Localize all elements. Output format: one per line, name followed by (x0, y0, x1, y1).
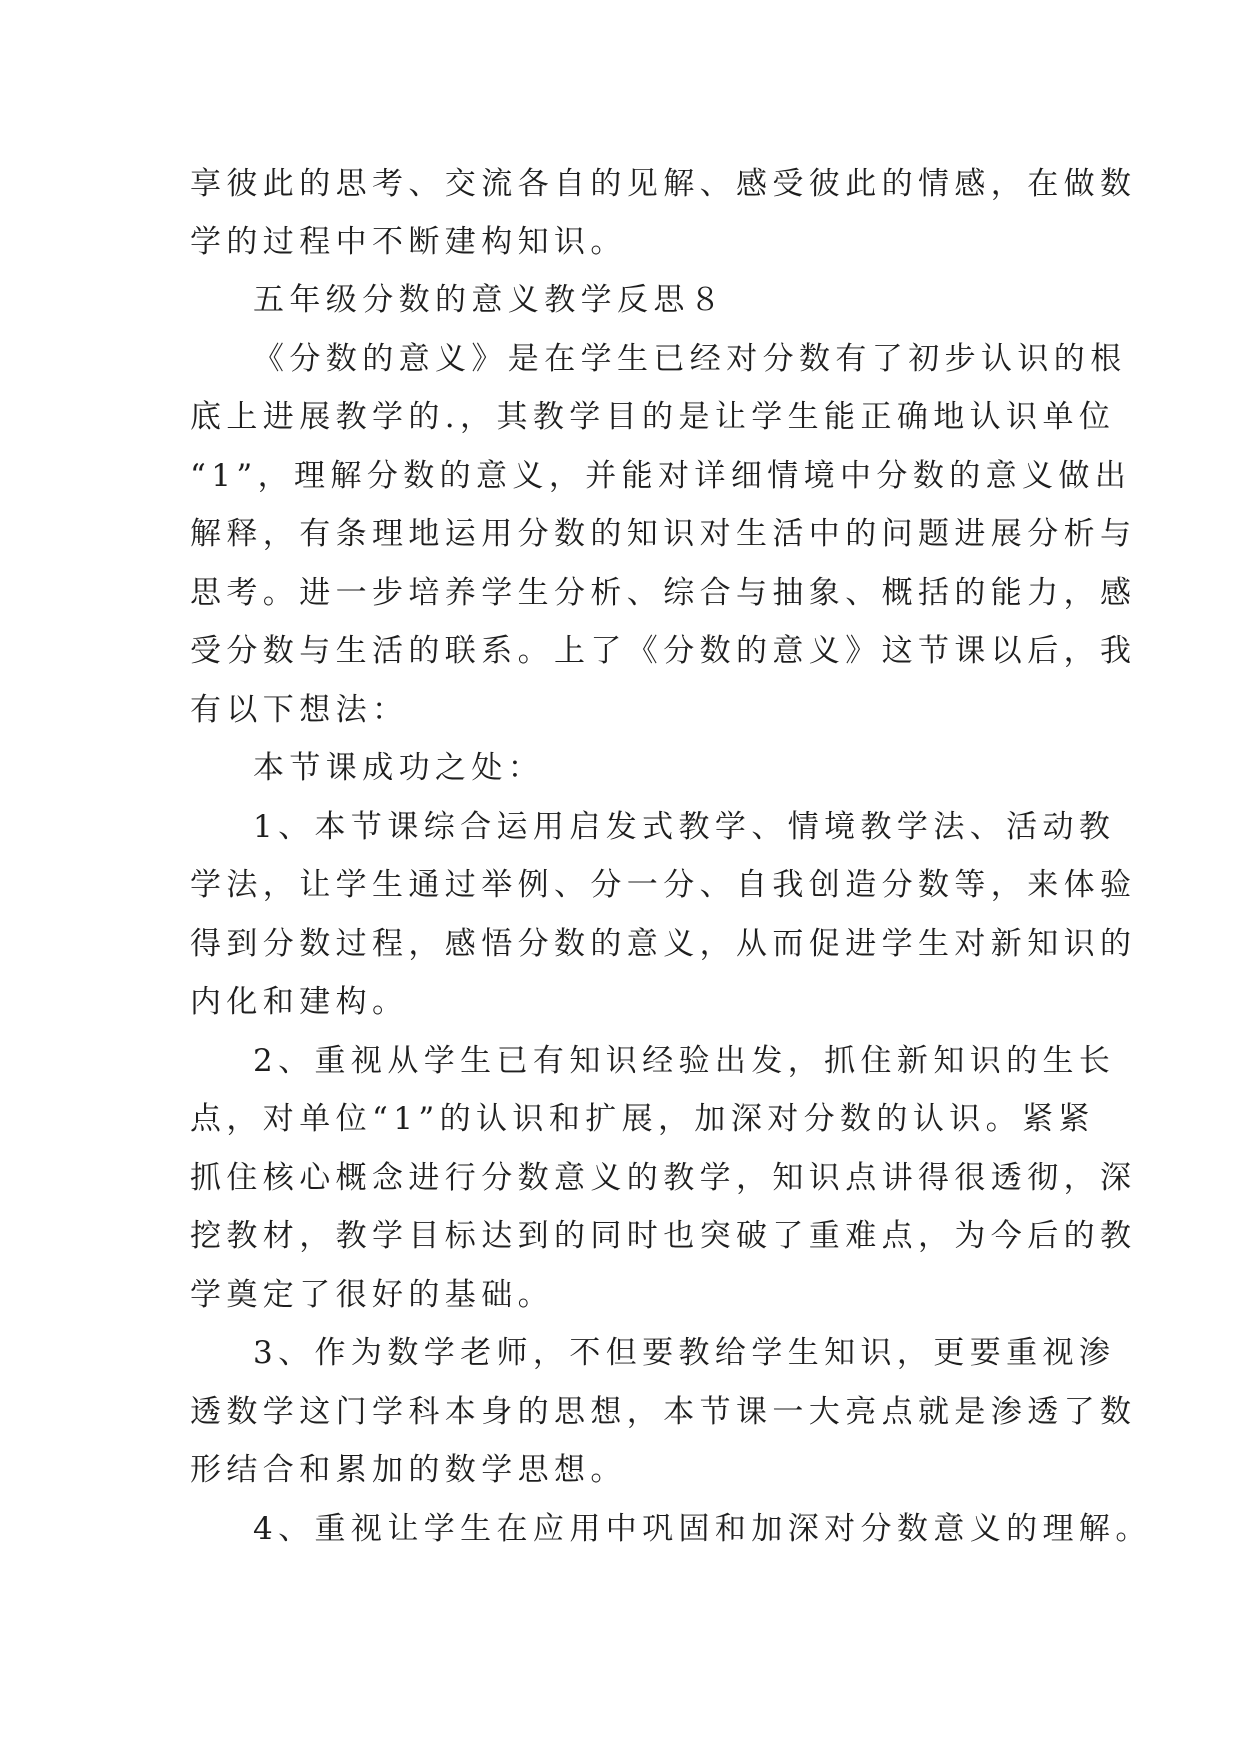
paragraph-line: 挖教材，教学目标达到的同时也突破了重难点，为今后的教 (190, 1218, 1137, 1254)
paragraph-line: 有以下想法： (190, 692, 409, 728)
paragraph-line: 受分数与生活的联系。上了《分数的意义》这节课以后，我 (190, 633, 1137, 669)
section-heading: 五年级分数的意义教学反思８ (253, 282, 727, 318)
list-item-1: 1、本节课综合运用启发式教学、情境教学法、活动教 (253, 809, 1116, 845)
paragraph-line: 学的过程中不断建构知识。 (190, 224, 627, 260)
paragraph-line: 抓住核心概念进行分数意义的教学，知识点讲得很透彻，深 (190, 1160, 1137, 1196)
paragraph-line: 形结合和累加的数学思想。 (190, 1452, 627, 1488)
list-item-2: 2、重视从学生已有知识经验出发，抓住新知识的生长 (253, 1043, 1116, 1079)
paragraph-line: 学法，让学生通过举例、分一分、自我创造分数等，来体验 (190, 867, 1137, 903)
paragraph-line: 学奠定了很好的基础。 (190, 1277, 554, 1313)
paragraph-line: 底上进展教学的.，其教学目的是让学生能正确地认识单位 (190, 399, 1116, 435)
paragraph-line: 享彼此的思考、交流各自的见解、感受彼此的情感，在做数 (190, 166, 1137, 202)
paragraph-line: 点，对单位“1”的认识和扩展，加深对分数的认识。紧紧 (190, 1101, 1095, 1137)
subheading: 本节课成功之处： (253, 750, 545, 786)
paragraph-line: 解释，有条理地运用分数的知识对生活中的问题进展分析与 (190, 516, 1137, 552)
paragraph-line: 《分数的意义》是在学生已经对分数有了初步认识的根 (253, 341, 1127, 377)
paragraph-line: 得到分数过程，感悟分数的意义，从而促进学生对新知识的 (190, 926, 1137, 962)
paragraph-line: 内化和建构。 (190, 984, 409, 1020)
paragraph-line: 透数学这门学科本身的思想，本节课一大亮点就是渗透了数 (190, 1394, 1137, 1430)
list-item-4: 4、重视让学生在应用中巩固和加深对分数意义的理解。 (253, 1511, 1152, 1547)
paragraph-line: “1”，理解分数的意义，并能对详细情境中分数的意义做出 (190, 458, 1132, 494)
paragraph-line: 思考。进一步培养学生分析、综合与抽象、概括的能力，感 (190, 575, 1137, 611)
list-item-3: 3、作为数学老师，不但要教给学生知识，更要重视渗 (253, 1335, 1116, 1371)
